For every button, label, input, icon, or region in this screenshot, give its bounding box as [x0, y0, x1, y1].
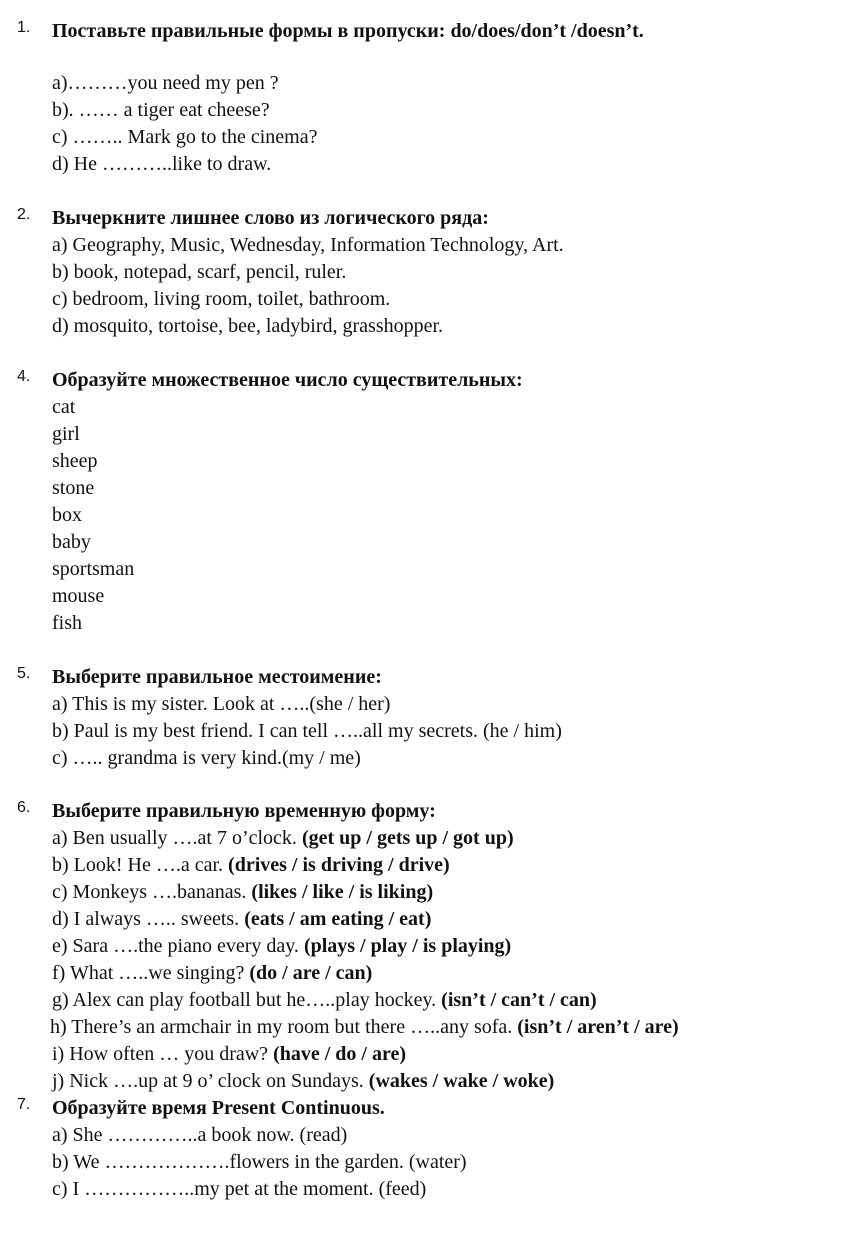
- task-item: [52, 1068, 554, 1095]
- task-number: 4.: [17, 368, 31, 385]
- task-item: [52, 960, 372, 987]
- word-item: sheep: [52, 450, 98, 472]
- task-item: [52, 1041, 406, 1068]
- task-item: a) She …………..a book now. (read): [52, 1124, 348, 1146]
- task-item: a)………you need my pen ?: [52, 72, 279, 94]
- task-item: c) bedroom, living room, toilet, bathroom.: [52, 288, 391, 310]
- task-item: [52, 906, 431, 933]
- item-options: (do / are / can): [249, 962, 373, 984]
- task-item: b). …… a tiger eat cheese?: [52, 99, 270, 121]
- task-number: 6.: [17, 799, 31, 816]
- item-options: (wakes / wake / woke): [368, 1070, 555, 1092]
- item-options: (eats / am eating / eat): [244, 908, 432, 930]
- word-item: fish: [52, 612, 82, 634]
- task-number: 5.: [17, 665, 31, 682]
- task-number: 7.: [17, 1096, 31, 1113]
- task-title: Выберите правильную временную форму:: [52, 800, 436, 822]
- task-item: c) I ……………..my pet at the moment. (feed): [52, 1178, 427, 1200]
- item-text: e) Sara ….the piano every day.: [52, 935, 304, 957]
- item-options: (isn’t / can’t / can): [441, 989, 597, 1011]
- item-text: c) Monkeys ….bananas.: [52, 881, 252, 903]
- task-title: Вычеркните лишнее слово из логического ряда:: [52, 207, 489, 229]
- task-item: [52, 825, 514, 852]
- task-item: [52, 987, 597, 1014]
- task-item: [50, 1014, 679, 1041]
- word-item: mouse: [52, 585, 105, 607]
- task-item: b) book, notepad, scarf, pencil, ruler.: [52, 261, 347, 283]
- item-text: j) Nick ….up at 9 o’ clock on Sundays.: [52, 1070, 369, 1092]
- task-item: a) Geography, Music, Wednesday, Information Technology, Art.: [52, 234, 564, 256]
- item-text: b) Look! He ….a car.: [52, 854, 229, 876]
- task-title: Выберите правильное местоимение:: [52, 666, 382, 688]
- word-item: stone: [52, 477, 95, 499]
- task-item: b) Paul is my best friend. I can tell …..all my secrets. (he / him): [52, 720, 562, 742]
- task-item: d) mosquito, tortoise, bee, ladybird, grasshopper.: [52, 315, 444, 337]
- item-text: h) There’s an armchair in my room but there …..any sofa.: [50, 1016, 518, 1038]
- task-item: d) He ………..like to draw.: [52, 153, 272, 175]
- word-item: box: [52, 504, 82, 526]
- item-text: d) I always ….. sweets.: [52, 908, 245, 930]
- task-title: Образуйте множественное число существительных:: [52, 369, 523, 391]
- word-item: cat: [52, 396, 76, 418]
- task-item: c) …….. Mark go to the cinema?: [52, 126, 318, 148]
- item-text: i) How often … you draw?: [52, 1043, 274, 1065]
- task-title: Образуйте время Present Continuous.: [52, 1097, 385, 1119]
- task-item: [52, 852, 450, 879]
- item-options: (plays / play / is playing): [303, 935, 512, 957]
- item-options: (have / do / are): [273, 1043, 407, 1065]
- item-options: (likes / like / is liking): [251, 881, 434, 903]
- word-item: baby: [52, 531, 91, 553]
- task-item: [52, 879, 433, 906]
- task-item: b) We ……………….flowers in the garden. (water): [52, 1151, 467, 1173]
- item-text: g) Alex can play football but he…..play hockey.: [52, 989, 442, 1011]
- task-item: c) ….. grandma is very kind.(my / me): [52, 747, 361, 769]
- task-number: 2.: [17, 206, 31, 223]
- item-options: (get up / gets up / got up): [301, 827, 514, 849]
- item-text: f) What …..we singing?: [52, 962, 250, 984]
- item-text: a) Ben usually ….at 7 o’clock.: [52, 827, 302, 849]
- task-item: [52, 933, 511, 960]
- task-number: 1.: [17, 19, 31, 36]
- task-title: Поставьте правильные формы в пропуски: do/does/don’t /doesn’t.: [52, 20, 644, 42]
- word-item: girl: [52, 423, 80, 445]
- task-item: a) This is my sister. Look at …..(she / her): [52, 693, 391, 715]
- item-options: (drives / is driving / drive): [228, 854, 450, 876]
- word-item: sportsman: [52, 558, 135, 580]
- item-options: (isn’t / aren’t / are): [517, 1016, 679, 1038]
